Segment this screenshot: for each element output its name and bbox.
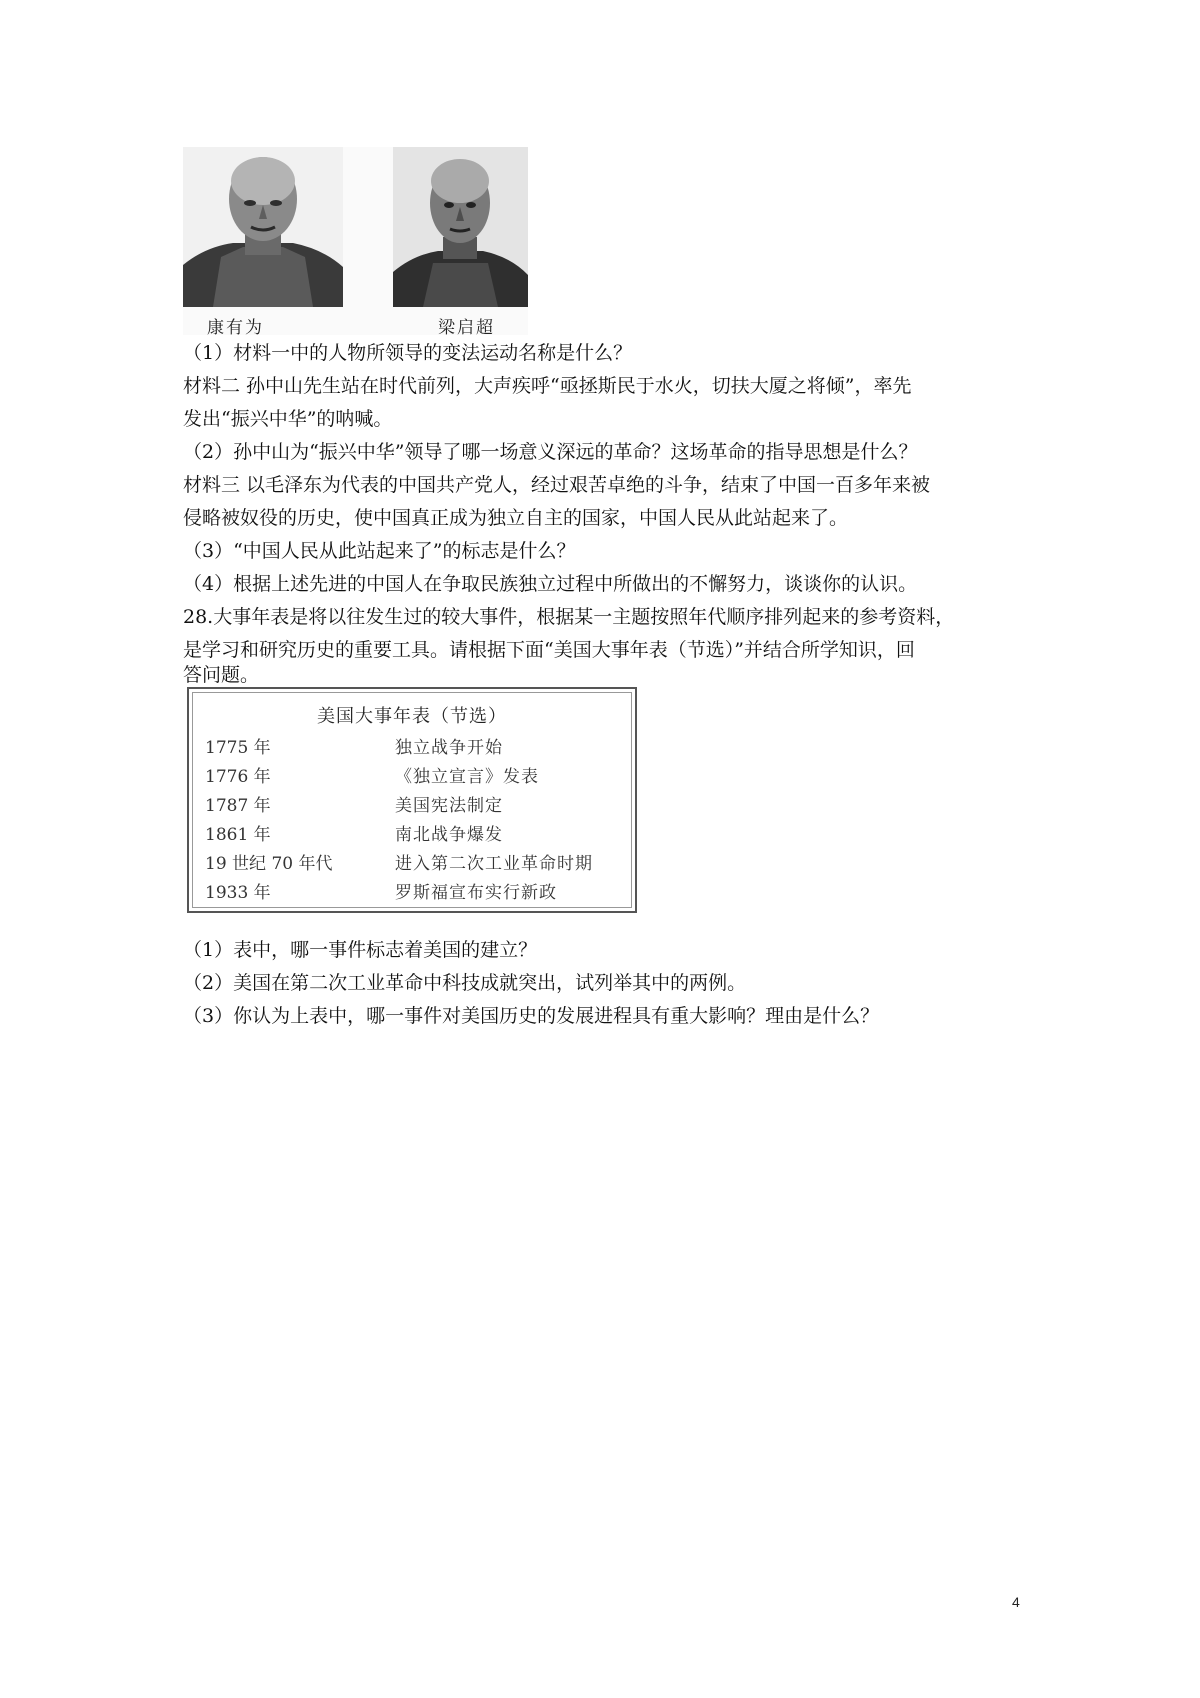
timeline-row [203, 820, 623, 848]
timeline-title: 美国大事年表（节选） [317, 706, 507, 727]
timeline-year: 19 世纪 70 年代 [205, 854, 333, 874]
timeline-row [203, 762, 623, 790]
question-28-line-2: 是学习和研究历史的重要工具。请根据下面“美国大事年表（节选）”并结合所学知识，回 [183, 639, 915, 661]
timeline-row [203, 791, 623, 819]
caption-liang-qichao: 梁启超 [438, 318, 495, 338]
timeline-event: 美国宪法制定 [395, 796, 503, 816]
page-number: 4 [1012, 1594, 1020, 1610]
question-28-1: （1）表中，哪一事件标志着美国的建立？ [183, 939, 538, 961]
question-3: （3）“中国人民从此站起来了”的标志是什么？ [183, 540, 576, 562]
timeline-event: 南北战争爆发 [395, 825, 503, 845]
question-28-line-1: 28.大事年表是将以往发生过的较大事件，根据某一主题按照年代顺序排列起来的参考资料， [183, 606, 955, 628]
us-timeline-table [187, 687, 637, 913]
caption-kang-youwei: 康有为 [207, 318, 264, 338]
timeline-event: 罗斯福宣布实行新政 [395, 883, 557, 903]
question-28-line-3: 答问题。 [183, 664, 260, 686]
timeline-event: 独立战争开始 [395, 738, 503, 758]
timeline-year: 1787 年 [205, 796, 271, 816]
material-2-line-2: 发出“振兴中华”的呐喊。 [183, 408, 393, 430]
timeline-year: 1933 年 [205, 883, 271, 903]
timeline-row [203, 733, 623, 761]
timeline-row [203, 878, 623, 906]
question-28-3: （3）你认为上表中，哪一事件对美国历史的发展进程具有重大影响？理由是什么？ [183, 1005, 880, 1027]
material-3-line-2: 侵略被奴役的历史，使中国真正成为独立自主的国家，中国人民从此站起来了。 [183, 507, 849, 529]
material-3-line-1: 材料三 以毛泽东为代表的中国共产党人，经过艰苦卓绝的斗争，结束了中国一百多年来被 [183, 474, 931, 496]
portrait-liang-qichao [393, 147, 528, 307]
portrait-kang-youwei [183, 147, 343, 307]
material-2-line-1: 材料二 孙中山先生站在时代前列，大声疾呼“亟拯斯民于水火，切扶大厦之将倾”，率先 [183, 375, 912, 397]
question-28-2: （2）美国在第二次工业革命中科技成就突出，试列举其中的两例。 [183, 972, 747, 994]
timeline-event: 《独立宣言》发表 [395, 767, 539, 787]
portrait-photos [183, 147, 528, 338]
timeline-event: 进入第二次工业革命时期 [395, 854, 593, 874]
timeline-row [203, 849, 623, 877]
question-1: （1）材料一中的人物所领导的变法运动名称是什么？ [183, 342, 633, 364]
timeline-year: 1776 年 [205, 767, 271, 787]
timeline-year: 1775 年 [205, 738, 271, 758]
question-2: （2）孙中山为“振兴中华”领导了哪一场意义深远的革命？这场革命的指导思想是什么？ [183, 441, 918, 463]
question-4: （4）根据上述先进的中国人在争取民族独立过程中所做出的不懈努力，谈谈你的认识。 [183, 573, 918, 595]
timeline-year: 1861 年 [205, 825, 271, 845]
